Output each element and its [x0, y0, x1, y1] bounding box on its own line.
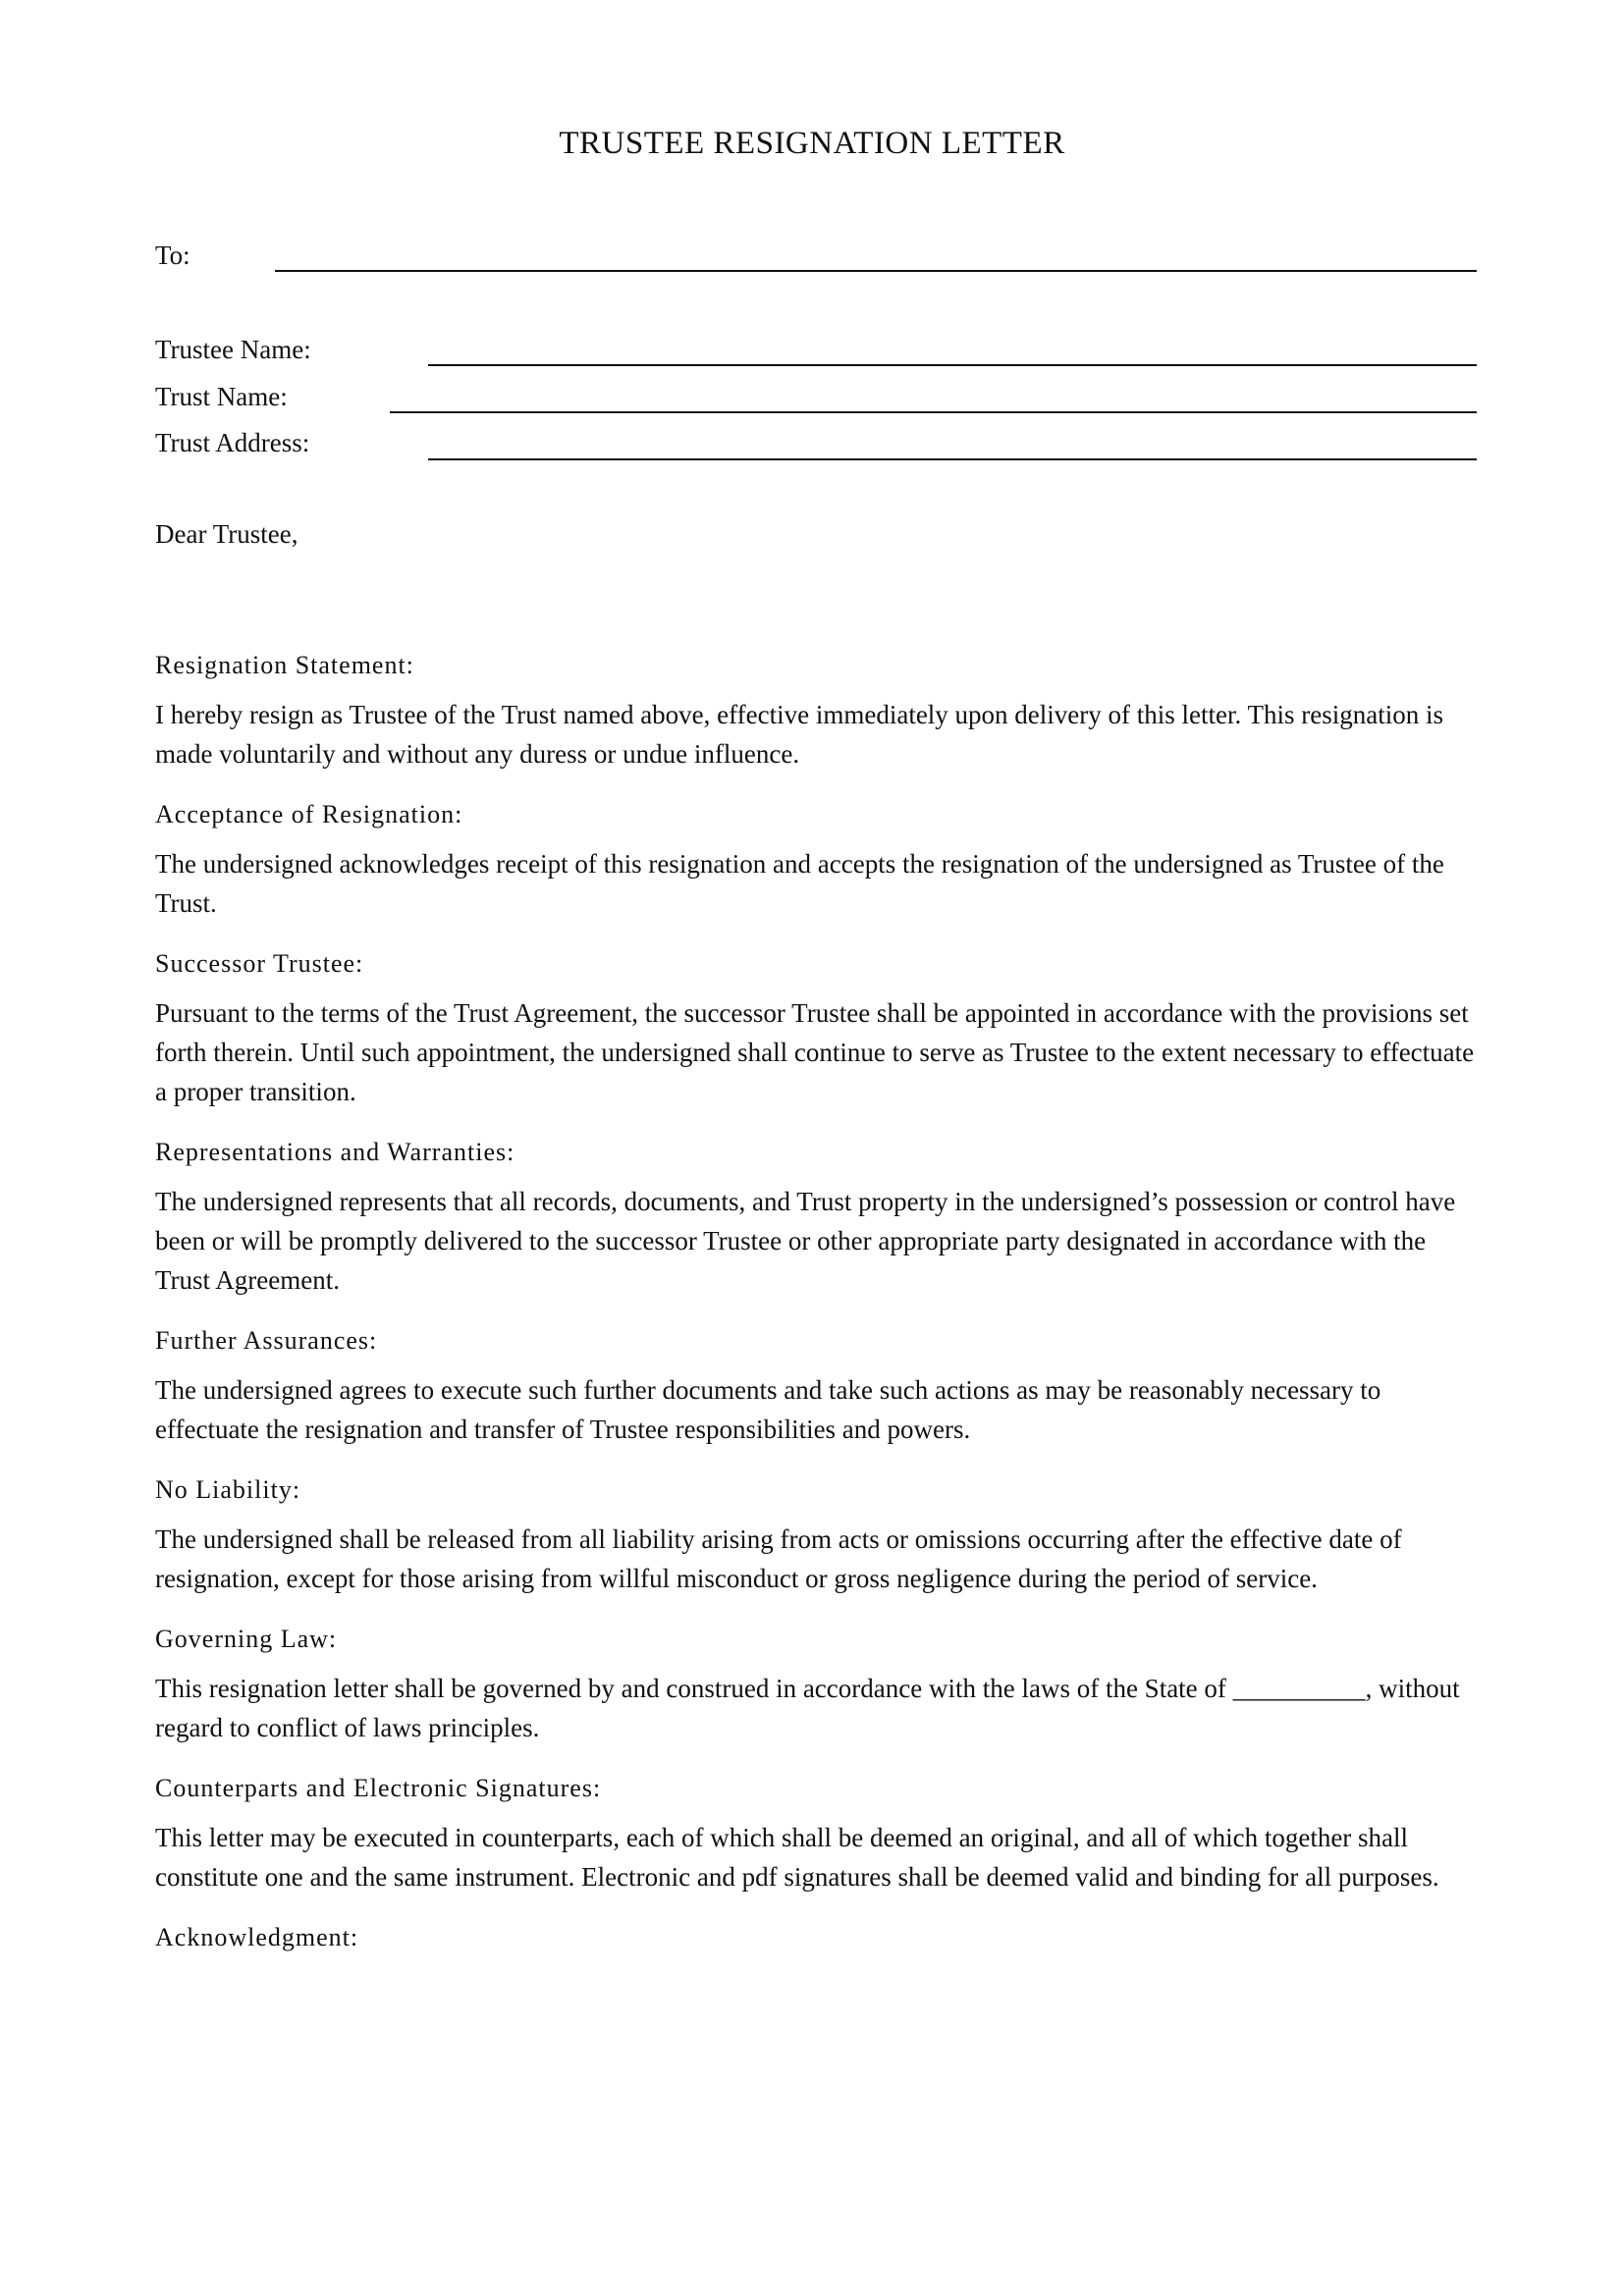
section-body: The undersigned agrees to execute such further documents and take such actions as may be reasonably necessary to effectuate the resignation and transfer of Trustee responsibilities and powers. — [155, 1375, 1381, 1444]
section-body: The undersigned acknowledges receipt of this resignation and accepts the resignation of the undersigned as Trustee of the Trust. — [155, 849, 1444, 918]
section-body: The undersigned represents that all records, documents, and Trust property in the undersigned’s possession or control have been or will be promptly delivered to the successor Trustee or other appropriate party designated in accordance with the Trust Agreement. — [155, 1187, 1456, 1295]
section-heading: Acknowledgment: — [155, 1923, 359, 1951]
section-body: This letter may be executed in counterparts, each of which shall be deemed an original, and all of which together shall constitute one and the same instrument. Electronic and pdf signatures shall be deemed valid and binding for all purposes. — [155, 1823, 1439, 1892]
section-heading: Governing Law: — [155, 1625, 338, 1653]
section-heading: Acceptance of Resignation: — [155, 800, 463, 828]
section-heading: Successor Trustee: — [155, 949, 364, 978]
section-resignation-statement — [155, 648, 1481, 774]
greeting: Dear Trustee, — [155, 519, 298, 549]
section-acknowledgment — [155, 1920, 1481, 1955]
section-governing-law — [155, 1622, 1481, 1747]
section-heading: Resignation Statement: — [155, 651, 414, 679]
trust-address-label: Trust Address: — [155, 428, 310, 457]
section-body: The undersigned shall be released from all liability arising from acts or omissions occurring after the effective date of resignation, except for those arising from willful misconduct or gross negligence during the period of service. — [155, 1524, 1402, 1593]
section-heading: Representations and Warranties: — [155, 1138, 515, 1166]
section-no-liability — [155, 1472, 1481, 1598]
section-heading: No Liability: — [155, 1475, 301, 1504]
trustee-name-label: Trustee Name: — [155, 335, 311, 364]
section-heading: Further Assurances: — [155, 1326, 378, 1355]
section-counterparts-and-electronic-signatures — [155, 1771, 1481, 1896]
document-title: TRUSTEE RESIGNATION LETTER — [559, 126, 1065, 161]
section-body: Pursuant to the terms of the Trust Agreement, the successor Trustee shall be appointed in accordance with the provisions set forth therein. Until such appointment, the undersigned shall continue to serve as Trustee to the extent necessary to effectuate a proper transition. — [155, 998, 1475, 1106]
section-body: I hereby resign as Trustee of the Trust named above, effective immediately upon delivery of this letter. This resignation is made voluntarily and without any duress or undue influence. — [155, 700, 1443, 769]
trust-name-field-line[interactable] — [390, 411, 1477, 413]
trust-name-label: Trust Name: — [155, 382, 288, 411]
trust-address-field-line[interactable] — [428, 458, 1477, 460]
section-representations-and-warranties — [155, 1135, 1481, 1300]
section-body: This resignation letter shall be governed by and construed in accordance with the laws of the State of __________, without regard to conflict of laws principles. — [155, 1674, 1460, 1742]
to-field-line[interactable] — [275, 270, 1477, 272]
section-acceptance-of-resignation — [155, 797, 1481, 923]
letter-sections — [155, 648, 1481, 1979]
section-successor-trustee — [155, 946, 1481, 1111]
section-further-assurances — [155, 1323, 1481, 1449]
section-heading: Counterparts and Electronic Signatures: — [155, 1774, 602, 1802]
to-label: To: — [155, 240, 190, 270]
trustee-name-field-line[interactable] — [428, 364, 1477, 366]
